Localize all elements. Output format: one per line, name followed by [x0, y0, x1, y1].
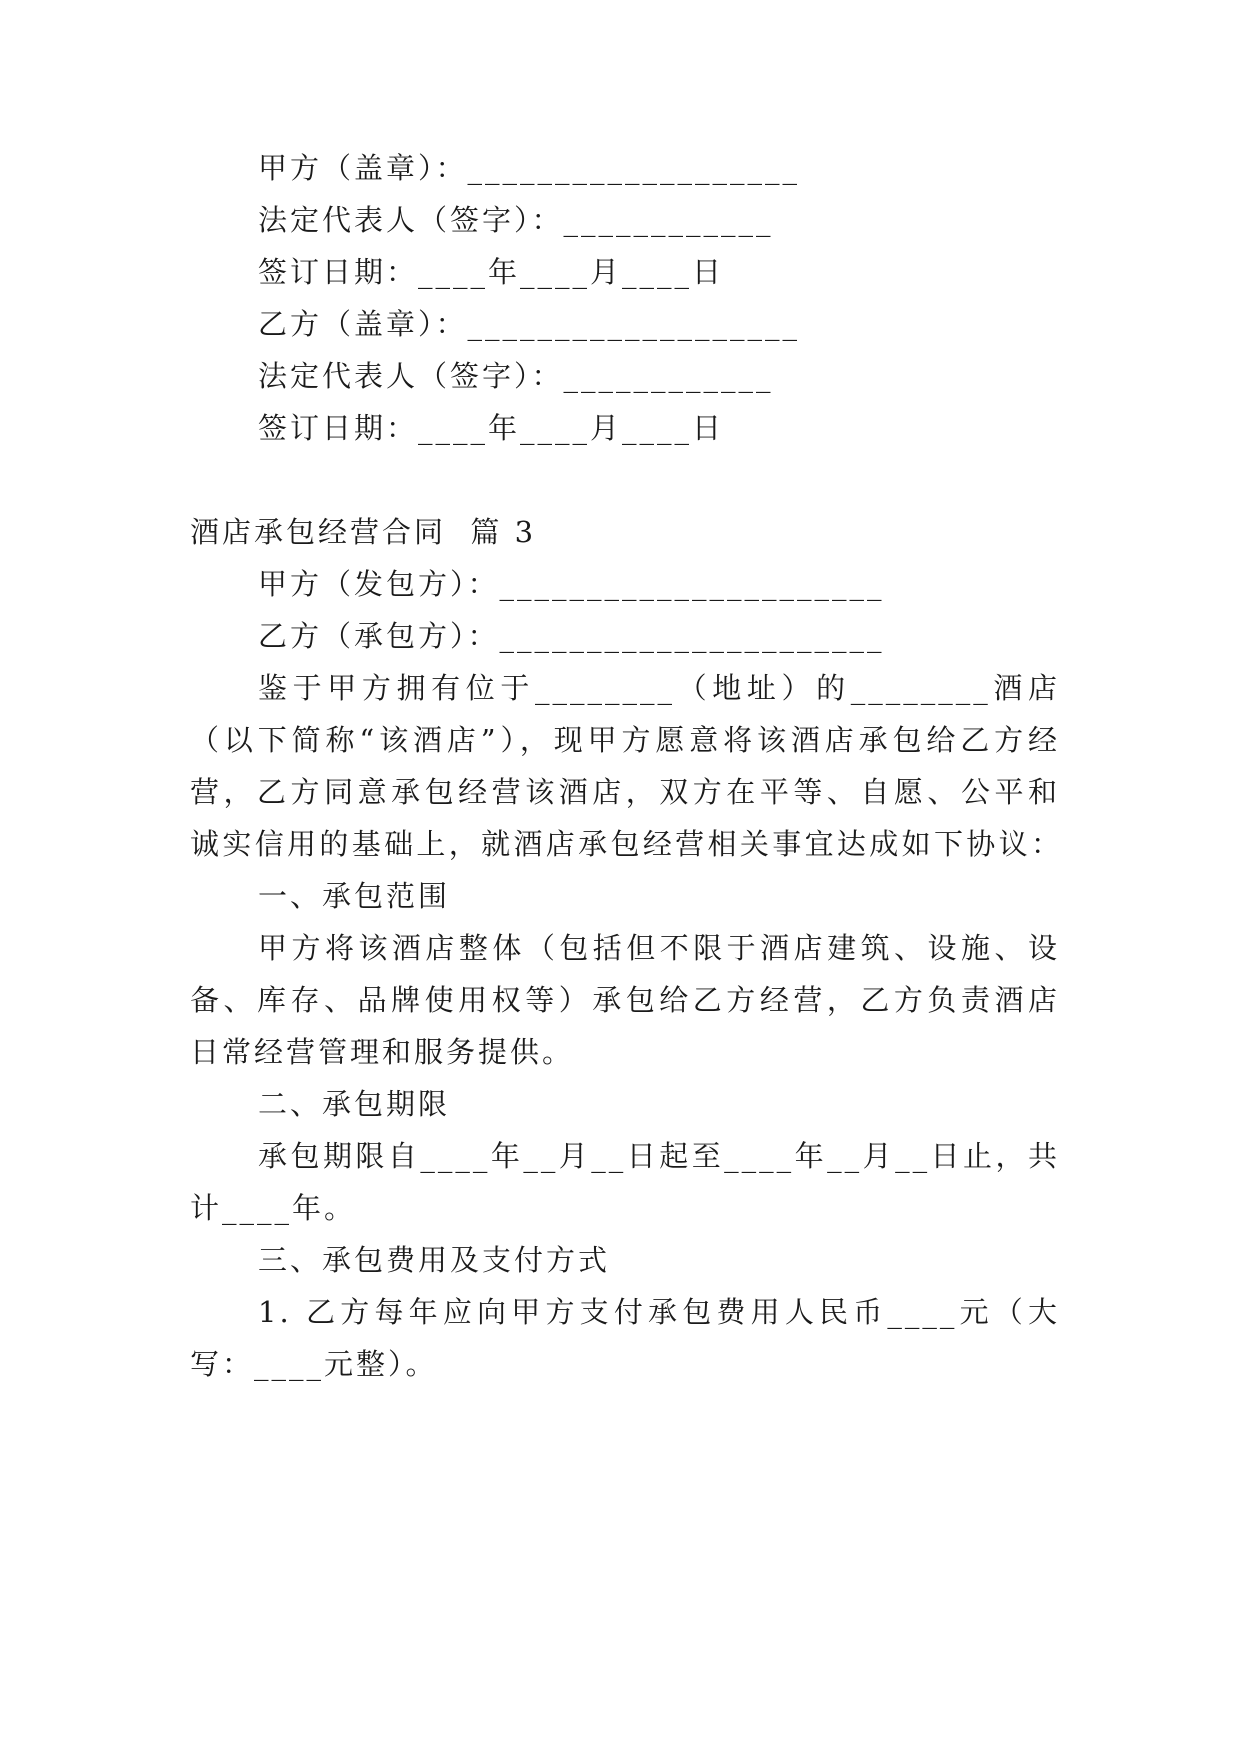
- clause-line: 日常经营管理和服务提供。: [190, 1035, 575, 1069]
- clause-line: 承包期限自____年__月__日起至____年__月__日止，共: [258, 1139, 1060, 1173]
- party-a-line: 甲方（发包方）：______________________: [258, 567, 885, 601]
- section-title: 酒店承包经营合同 篇 3: [190, 515, 537, 549]
- party-a-representative-line: 法定代表人（签字）：____________: [258, 203, 774, 237]
- clause-heading: 二、承包期限: [258, 1087, 451, 1121]
- preamble-line: 营，乙方同意承包经营该酒店，双方在平等、自愿、公平和: [190, 775, 1060, 809]
- party-b-line: 乙方（承包方）：______________________: [258, 619, 885, 653]
- clause-line: 甲方将该酒店整体（包括但不限于酒店建筑、设施、设: [258, 931, 1060, 965]
- clause-line: 备、库存、品牌使用权等）承包给乙方经营，乙方负责酒店: [190, 983, 1060, 1017]
- party-a-date-line: 签订日期：____年____月____日: [258, 255, 725, 289]
- clause-line: 写：____元整）。: [190, 1347, 438, 1381]
- party-b-seal-line: 乙方（盖章）：___________________: [258, 307, 801, 341]
- party-a-seal-line: 甲方（盖章）：___________________: [258, 151, 801, 185]
- clause-heading: 一、承包范围: [258, 879, 451, 913]
- preamble-line: （以下简称“该酒店”），现甲方愿意将该酒店承包给乙方经: [190, 723, 1060, 757]
- party-b-date-line: 签订日期：____年____月____日: [258, 411, 725, 445]
- preamble-line: 鉴于甲方拥有位于________（地址）的________酒店: [258, 671, 1060, 705]
- party-b-representative-line: 法定代表人（签字）：____________: [258, 359, 774, 393]
- clause-heading: 三、承包费用及支付方式: [258, 1243, 611, 1277]
- clause-line: 1. 乙方每年应向甲方支付承包费用人民币____元（大: [258, 1295, 1060, 1329]
- clause-line: 计____年。: [190, 1191, 357, 1225]
- preamble-line: 诚实信用的基础上，就酒店承包经营相关事宜达成如下协议：: [190, 827, 1060, 861]
